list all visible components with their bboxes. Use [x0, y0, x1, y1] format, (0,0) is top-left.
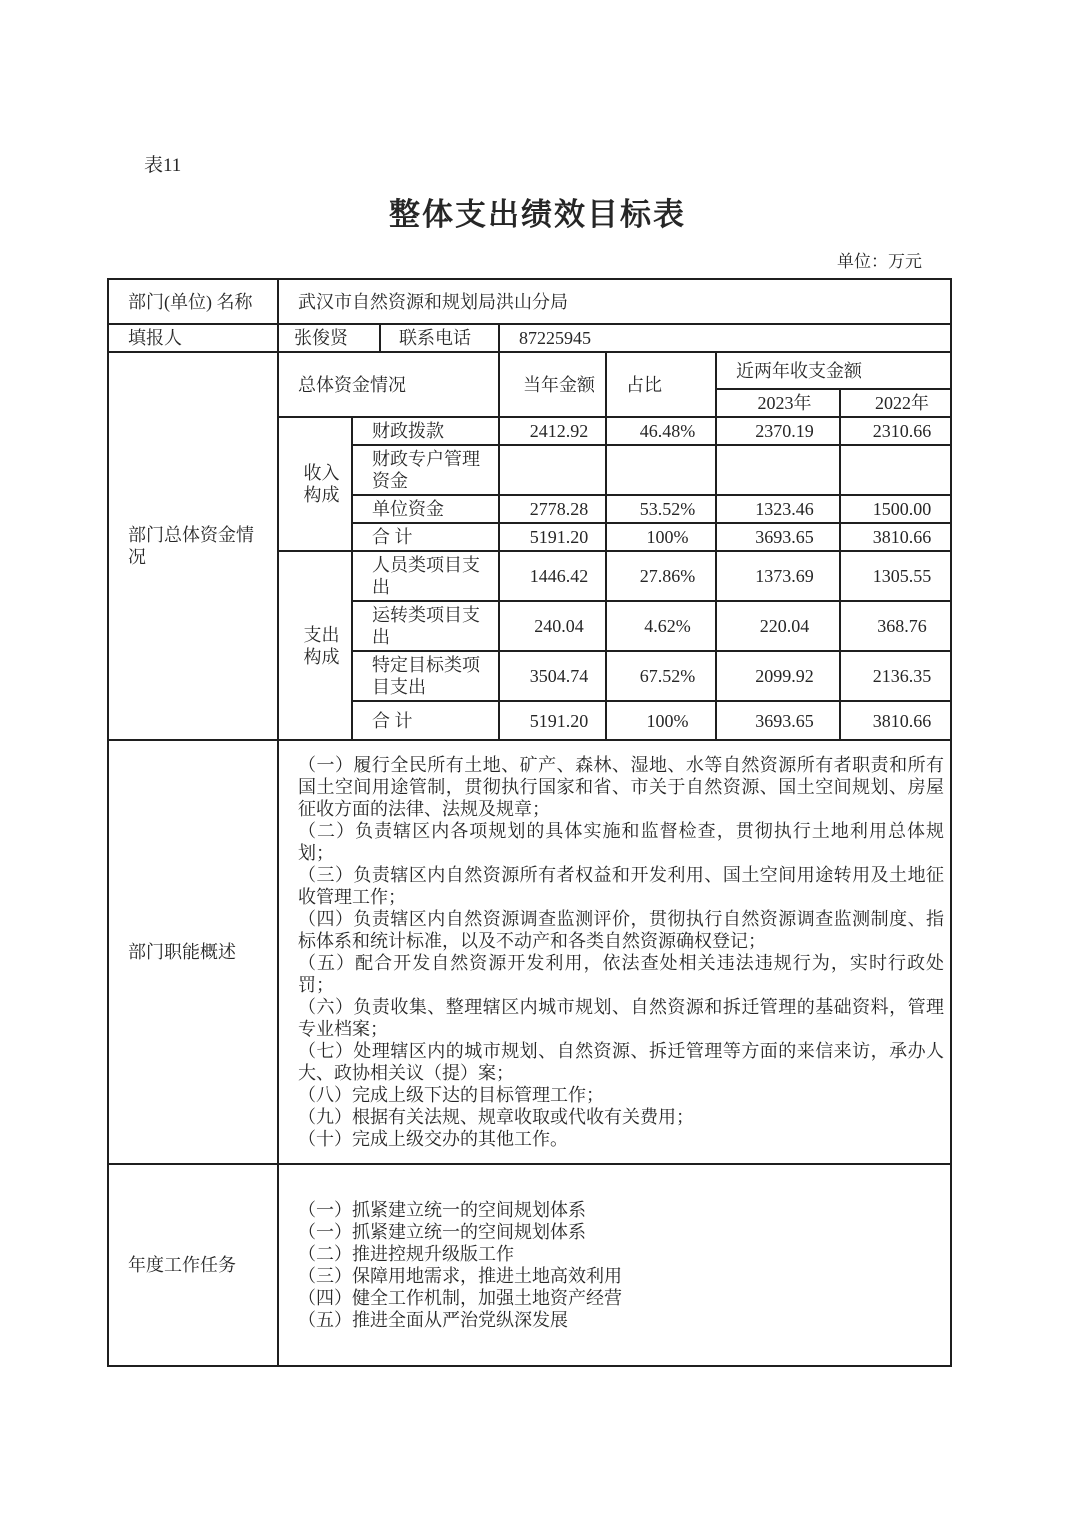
income-row-label: 财政专户管理资金 [352, 445, 499, 495]
task-item: （五）推进全面从严治党纵深发展 [298, 1310, 568, 1330]
table-row [108, 324, 951, 352]
task-item: （一）抓紧建立统一的空间规划体系 [298, 1200, 586, 1220]
task-item: （三）保障用地需求，推进土地高效利用 [298, 1266, 622, 1286]
task-item: （二）推进控规升级版工作 [298, 1244, 514, 1264]
income-row-ratio: 53.52% [606, 495, 716, 523]
page-title: 整体支出绩效目标表 [389, 197, 686, 232]
year-2023-header: 2023年 [716, 389, 840, 417]
dept-name-label: 部门(单位) 名称 [108, 279, 278, 324]
expenditure-total-ratio: 100% [606, 701, 716, 740]
expenditure-row-2023: 220.04 [716, 601, 840, 651]
tasks-content [278, 1164, 951, 1366]
income-row-2023: 2370.19 [716, 417, 840, 445]
income-row-amount [499, 445, 606, 495]
expenditure-row-2023: 2099.92 [716, 651, 840, 701]
phone-label: 联系电话 [380, 324, 499, 352]
function-item: （四）负责辖区内自然资源调查监测评价，贯彻执行自然资源调查监测制度、指标体系和统计标准，以及不动产和各类自然资源确权登记； [298, 909, 945, 951]
expenditure-group-label: 支出构成 [278, 551, 352, 740]
dept-name-value: 武汉市自然资源和规划局洪山分局 [278, 279, 951, 324]
table-row [108, 279, 951, 324]
function-item: （六）负责收集、整理辖区内城市规划、自然资源和拆迁管理的基础资料，管理专业档案； [298, 997, 945, 1039]
expenditure-row-2022: 368.76 [840, 601, 951, 651]
expenditure-row-ratio: 67.52% [606, 651, 716, 701]
income-row-amount: 2412.92 [499, 417, 606, 445]
functions-content [278, 740, 951, 1164]
income-row-2022: 1500.00 [840, 495, 951, 523]
dept-overall-funds-label: 部门总体资金情况 [108, 352, 278, 740]
function-item: （八）完成上级下达的目标管理工作； [298, 1085, 604, 1105]
function-item: （九）根据有关法规、规章收取或代收有关费用； [298, 1107, 694, 1127]
income-row-amount: 2778.28 [499, 495, 606, 523]
table-row [108, 1164, 951, 1366]
task-item: （一）抓紧建立统一的空间规划体系 [298, 1222, 586, 1242]
income-total-ratio: 100% [606, 523, 716, 551]
expenditure-row-amount: 240.04 [499, 601, 606, 651]
expenditure-row-amount: 3504.74 [499, 651, 606, 701]
expenditure-row-2022: 2136.35 [840, 651, 951, 701]
phone-value: 87225945 [499, 324, 951, 352]
year-2022-header: 2022年 [840, 389, 951, 417]
function-item: （一）履行全民所有土地、矿产、森林、湿地、水等自然资源所有者职责和所有国土空间用途管制，贯彻执行国家和省、市关于自然资源、国土空间规划、房屋征收方面的法律、法规及规章； [298, 755, 945, 819]
income-row-2022 [840, 445, 951, 495]
form-number: 表11 [144, 155, 182, 176]
filler-name: 张俊贤 [278, 324, 380, 352]
income-row-ratio: 46.48% [606, 417, 716, 445]
function-item: （三）负责辖区内自然资源所有者权益和开发利用、国土空间用途转用及土地征收管理工作； [298, 865, 945, 907]
income-row-label: 财政拨款 [352, 417, 499, 445]
function-item: （十）完成上级交办的其他工作。 [298, 1129, 568, 1149]
expenditure-row-label: 运转类项目支出 [352, 601, 499, 651]
income-total-2022: 3810.66 [840, 523, 951, 551]
table-row [108, 352, 951, 389]
unit-note: 单位：万元 [837, 252, 922, 271]
recent-two-years-header: 近两年收支金额 [716, 352, 951, 389]
expenditure-row-amount: 1446.42 [499, 551, 606, 601]
expenditure-row-2022: 1305.55 [840, 551, 951, 601]
income-total-2023: 3693.65 [716, 523, 840, 551]
performance-table [107, 278, 952, 1367]
functions-section-label: 部门职能概述 [108, 740, 278, 1164]
expenditure-total-2023: 3693.65 [716, 701, 840, 740]
table-row [108, 740, 951, 1164]
income-total-label: 合 计 [352, 523, 499, 551]
income-row-2022: 2310.66 [840, 417, 951, 445]
current-year-amount-header: 当年金额 [499, 352, 606, 417]
expenditure-total-2022: 3810.66 [840, 701, 951, 740]
function-item: （二）负责辖区内各项规划的具体实施和监督检查，贯彻执行土地利用总体规划； [298, 821, 945, 863]
expenditure-row-label: 人员类项目支出 [352, 551, 499, 601]
function-item: （五）配合开发自然资源开发利用，依法查处相关违法违规行为，实时行政处罚； [298, 953, 945, 995]
filler-label: 填报人 [108, 324, 278, 352]
expenditure-row-ratio: 27.86% [606, 551, 716, 601]
ratio-header: 占比 [606, 352, 716, 417]
income-row-2023: 1323.46 [716, 495, 840, 523]
tasks-section-label: 年度工作任务 [108, 1164, 278, 1366]
function-item: （七）处理辖区内的城市规划、自然资源、拆迁管理等方面的来信来访，承办人大、政协相关议（提）案； [298, 1041, 945, 1083]
expenditure-row-ratio: 4.62% [606, 601, 716, 651]
income-group-label: 收入构成 [278, 417, 352, 551]
income-row-label: 单位资金 [352, 495, 499, 523]
overall-funds-header: 总体资金情况 [278, 352, 499, 417]
expenditure-total-label: 合 计 [352, 701, 499, 740]
expenditure-total-amount: 5191.20 [499, 701, 606, 740]
expenditure-row-2023: 1373.69 [716, 551, 840, 601]
expenditure-row-label: 特定目标类项目支出 [352, 651, 499, 701]
income-row-ratio [606, 445, 716, 495]
task-item: （四）健全工作机制，加强土地资产经营 [298, 1288, 622, 1308]
income-row-2023 [716, 445, 840, 495]
income-total-amount: 5191.20 [499, 523, 606, 551]
